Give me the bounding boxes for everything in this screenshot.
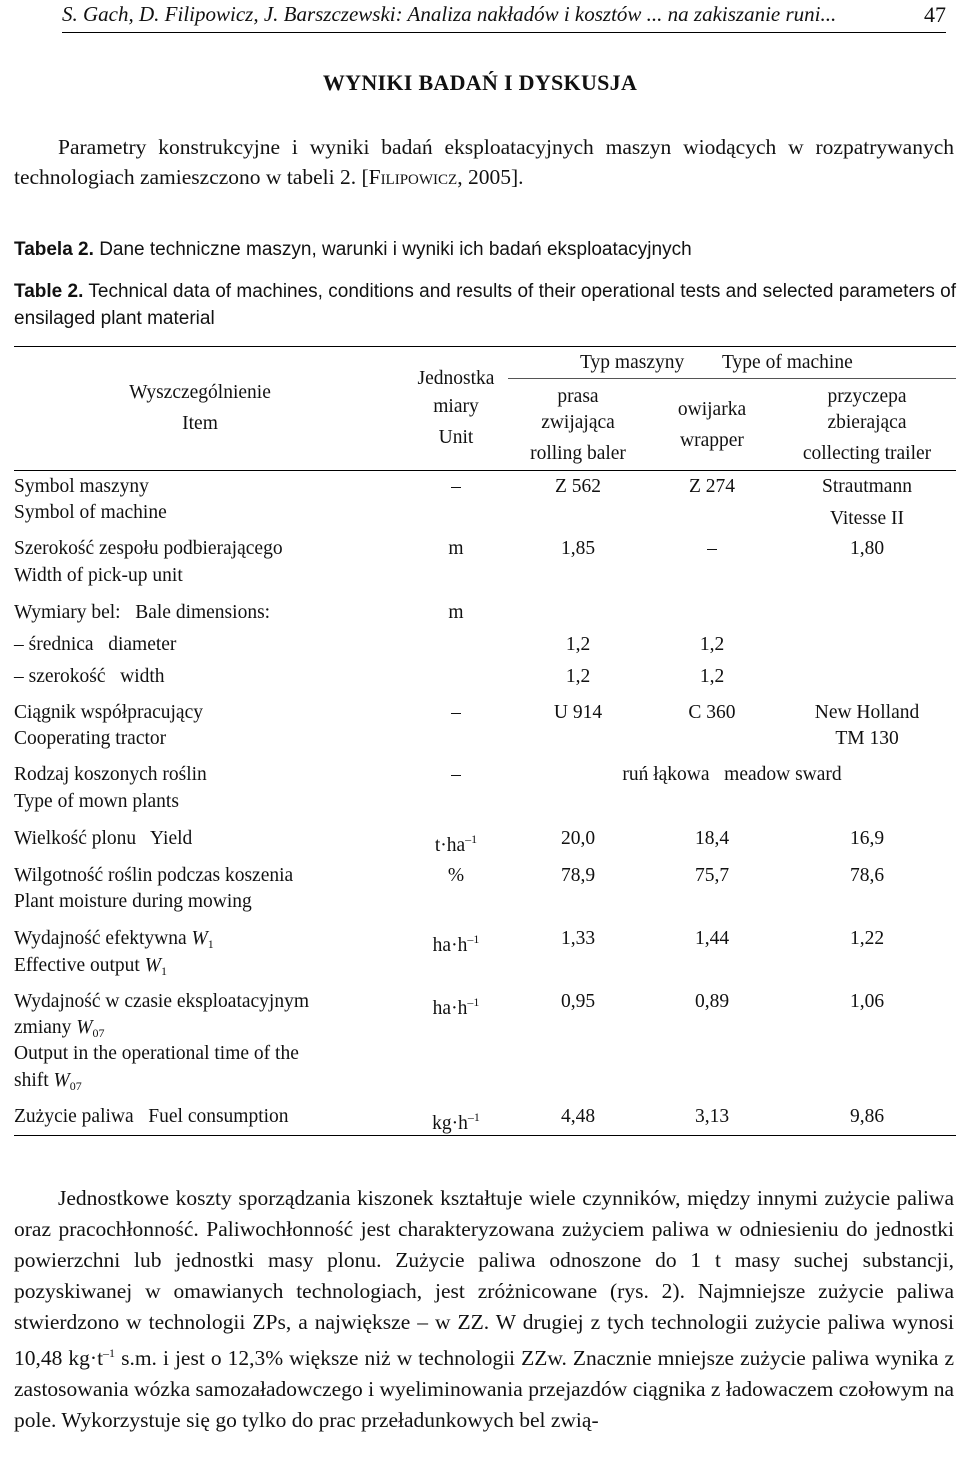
- fuel-unit-exponent: –1: [467, 1110, 480, 1124]
- operational-subscript: 07: [92, 1026, 105, 1040]
- header-item-en: Item: [182, 413, 218, 434]
- row-tractor-v2: C 360: [688, 702, 736, 723]
- row-width-v2: –: [707, 538, 717, 559]
- row-moisture-v1: 78,9: [560, 865, 596, 886]
- row-bale-unit: m: [448, 602, 464, 623]
- row-symbol-v3b: Vitesse II: [829, 508, 905, 529]
- row-moisture-v3: 78,6: [849, 865, 885, 886]
- body-text-rest: s.m. i jest o 12,3% większe niż w technologii ZZw. Znacznie mniejsze zużycie paliwa wynika z zastosowania wózka samozaładowczego i wyeliminowania przejazdów ciągnika z ładowaczem czołowym na pole. Wykorzystuje się go tylko do prac przeładunkowych bel zwią-: [14, 1346, 954, 1432]
- fuel-unit-base: kg·h: [432, 1113, 468, 1134]
- caption-en-text: Technical data of machines, conditions and results of their operational tests and selected parameters of ensilaged plant material: [14, 281, 957, 329]
- effective-subscript: 1: [207, 937, 214, 951]
- row-operational-v2: 0,89: [694, 991, 730, 1012]
- row-fuel-v2: 3,13: [694, 1106, 730, 1127]
- row-operational-v3: 1,06: [849, 991, 885, 1012]
- row-tractor-v1: U 914: [553, 702, 603, 723]
- operational-pl2-text: zmiany: [14, 1017, 77, 1038]
- row-effective-en: [14, 953, 167, 984]
- row-plants-pl: Rodzaj koszonych roślin: [14, 764, 207, 785]
- header-col1-l2: zwijająca: [541, 412, 615, 433]
- row-tractor-v3b: TM 130: [835, 728, 899, 749]
- body-exponent: –1: [103, 1346, 116, 1360]
- row-width-pl: Szerokość zespołu podbierającego: [14, 538, 283, 559]
- yield-unit-base: t·ha: [434, 835, 466, 856]
- operational-symbol: W: [76, 1017, 93, 1038]
- row-width-v3: 1,80: [849, 538, 885, 559]
- row-symbol-v2: Z 274: [688, 476, 736, 497]
- header-col2-en: wrapper: [680, 430, 744, 451]
- header-col1-l1: prasa: [557, 386, 599, 407]
- row-fuel-v3: 9,86: [849, 1106, 885, 1127]
- intro-paragraph: [14, 132, 954, 192]
- row-effective-v3: 1,22: [849, 928, 885, 949]
- row-diameter-v1: 1,2: [565, 634, 591, 655]
- body-text: Jednostkowe koszty sporządzania kiszonek kształtuje wiele czynników, między innymi zużycie paliwa oraz pracochłonność. Paliwochłonność jest charakteryzowana zużyciem paliwa w odniesieniu do jednostki powierzchni lub jednostki masy plonu. Zużycie paliwa odnoszone do 1 t masy suchej substancji, pozyskiwanej w omawianych technologiach, jest zróżnicowane (rys. 2). Najmniejsze zużycie paliwa stwierdzono w technologii ZPs, a największe – w ZZ. W drugiej z tych technologii zużycie paliwa wynosi 10,48 kg·t: [14, 1186, 954, 1370]
- operational-unit-exponent: –1: [467, 995, 480, 1009]
- row-bale-width-label: – szerokość width: [14, 666, 165, 687]
- header-col3-l1: przyczepa: [827, 386, 907, 407]
- row-yield-v3: 16,9: [849, 828, 885, 849]
- header-col2-l1: owijarka: [677, 399, 747, 420]
- effective-unit-base: ha·h: [432, 935, 468, 956]
- operational-en2-text: shift: [14, 1070, 54, 1091]
- row-symbol-pl: Symbol maszyny: [14, 476, 149, 497]
- caption-pl-text: Dane techniczne maszyn, warunki i wyniki ich badań eksploatacyjnych: [99, 239, 692, 260]
- running-title: S. Gach, D. Filipowicz, J. Barszczewski: Analiza nakładów i kosztów ... na zakiszanie runi...: [62, 2, 837, 26]
- row-tractor-unit: –: [451, 702, 461, 723]
- effective-symbol-en: W: [144, 955, 161, 976]
- header-col1-en: rolling baler: [530, 443, 626, 464]
- header-item-pl: Wyszczególnienie: [129, 382, 271, 403]
- row-diameter-label: – średnica diameter: [14, 634, 177, 655]
- row-yield-v1: 20,0: [560, 828, 596, 849]
- row-tractor-pl: Ciągnik współpracujący: [14, 702, 203, 723]
- row-tractor-v3a: New Holland: [814, 702, 920, 723]
- caption-en-label: Table 2.: [14, 281, 84, 302]
- type-subheader-rule: [508, 378, 956, 379]
- row-fuel-unit: [386, 1104, 526, 1137]
- row-operational-unit: [386, 989, 526, 1022]
- row-effective-unit: [386, 926, 526, 959]
- row-plants-en: Type of mown plants: [14, 791, 179, 812]
- header-unit-l2: miary: [433, 396, 479, 417]
- row-tractor-en: Cooperating tractor: [14, 728, 167, 749]
- effective-unit-exponent: –1: [467, 932, 480, 946]
- row-operational-pl1: Wydajność w czasie eksploatacyjnym: [14, 991, 310, 1012]
- row-effective-v1: 1,33: [560, 928, 596, 949]
- operational-symbol-en: W: [53, 1070, 70, 1091]
- row-moisture-unit: %: [447, 865, 465, 886]
- header-col3-en: collecting trailer: [802, 443, 932, 464]
- row-effective-v2: 1,44: [694, 928, 730, 949]
- effective-pl-text: Wydajność efektywna: [14, 928, 192, 949]
- effective-symbol: W: [191, 928, 208, 949]
- row-fuel-v1: 4,48: [560, 1106, 596, 1127]
- row-operational-en2: [14, 1068, 82, 1099]
- row-symbol-v1: Z 562: [554, 476, 602, 497]
- row-bale-width-v2: 1,2: [699, 666, 725, 687]
- effective-subscript-en: 1: [160, 964, 167, 978]
- section-title: WYNIKI BADAŃ I DYSKUSJA: [322, 70, 638, 95]
- header-type-pl: Typ maszyny: [580, 352, 685, 373]
- row-moisture-pl: Wilgotność roślin podczas koszenia: [14, 865, 294, 886]
- operational-subscript-en: 07: [69, 1079, 82, 1093]
- citation-rest: , 2005].: [457, 165, 524, 189]
- row-operational-v1: 0,95: [560, 991, 596, 1012]
- row-symbol-en: Symbol of machine: [14, 502, 167, 523]
- effective-en-text: Effective output: [14, 955, 145, 976]
- page-number: 47: [924, 2, 946, 27]
- row-moisture-en: Plant moisture during mowing: [14, 891, 252, 912]
- row-fuel-label: Zużycie paliwa Fuel consumption: [14, 1106, 289, 1127]
- row-operational-en1: Output in the operational time of the: [14, 1043, 299, 1064]
- operational-unit-base: ha·h: [432, 998, 468, 1019]
- row-plants-value: ruń łąkowa meadow sward: [622, 764, 842, 785]
- header-col3-l2: zbierająca: [827, 412, 907, 433]
- row-bale-label: Wymiary bel: Bale dimensions:: [14, 602, 271, 623]
- row-width-unit: m: [448, 538, 464, 559]
- yield-unit-exponent: –1: [465, 832, 478, 846]
- row-yield-label: Wielkość plonu Yield: [14, 828, 193, 849]
- row-yield-v2: 18,4: [694, 828, 730, 849]
- row-symbol-unit: –: [451, 476, 461, 497]
- citation-author: Filipowicz: [368, 165, 458, 189]
- body-paragraph: [14, 1183, 954, 1436]
- header-unit-l1: Jednostka: [417, 368, 495, 389]
- row-width-en: Width of pick-up unit: [14, 565, 183, 586]
- row-moisture-v2: 75,7: [694, 865, 730, 886]
- row-yield-unit: [386, 826, 526, 859]
- data-table: [14, 346, 956, 1136]
- row-diameter-v2: 1,2: [699, 634, 725, 655]
- row-width-v1: 1,85: [560, 538, 596, 559]
- running-header: [62, 2, 946, 33]
- row-plants-unit: –: [451, 764, 461, 785]
- table-caption-en: [14, 278, 956, 332]
- table-top-rule: [14, 346, 956, 347]
- row-symbol-v3a: Strautmann: [822, 476, 912, 497]
- caption-pl-label: Tabela 2.: [14, 239, 94, 260]
- row-bale-width-v1: 1,2: [565, 666, 591, 687]
- header-type-en: Type of machine: [722, 352, 853, 373]
- intro-text: Parametry konstrukcyjne i wyniki badań eksploatacyjnych maszyn wiodących w rozpatrywanych technologiach zamieszczono w tabeli 2. [: [14, 135, 954, 189]
- header-unit-en: Unit: [438, 427, 474, 448]
- table-header-rule: [14, 470, 956, 471]
- table-caption-pl: [14, 236, 956, 263]
